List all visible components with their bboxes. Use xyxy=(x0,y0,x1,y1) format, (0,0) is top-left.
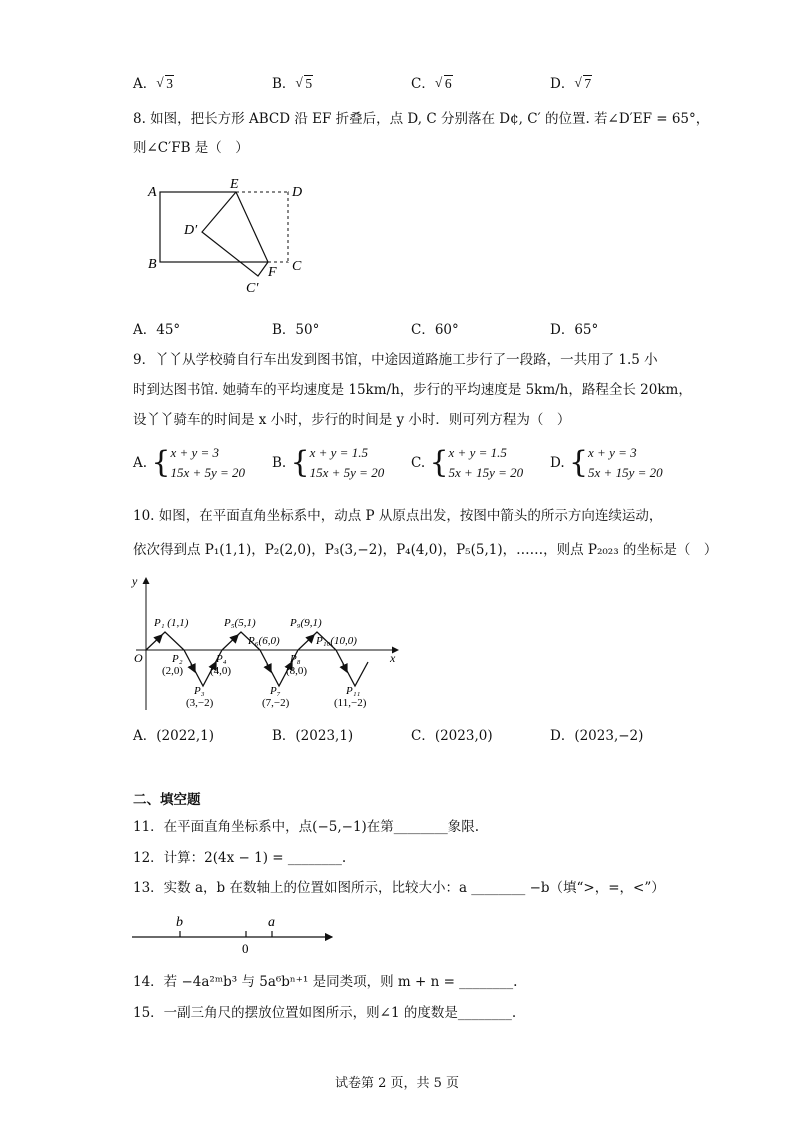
radicand: 3 xyxy=(166,76,173,91)
equation-1: x + y = 3 xyxy=(588,445,637,460)
label-p1: P₁ (1,1) xyxy=(154,617,189,629)
q9-option-a: A. {x + y = 3 15x + 5y = 20 xyxy=(133,445,246,480)
label-p10: P₁₀(10,0) xyxy=(316,635,357,647)
label-d-prime: D′ xyxy=(184,223,198,238)
option-label: C． xyxy=(411,76,435,92)
label-f: F xyxy=(268,265,277,280)
q7-option-b xyxy=(272,72,313,92)
origin-label: O xyxy=(134,651,143,665)
q7-option-a xyxy=(133,72,174,92)
q8-option-a: A．45° xyxy=(133,322,181,338)
option-label: A. xyxy=(133,455,148,471)
radicand: 6 xyxy=(444,76,452,91)
option-label: C. xyxy=(411,455,426,471)
q8-text-line2: 则∠C′FB 是（ ） xyxy=(133,140,249,156)
option-label: B． xyxy=(272,76,296,92)
q12-text: 12．计算：2(4x − 1) = ________. xyxy=(133,850,347,866)
label-p8-coord: (8,0) xyxy=(286,665,308,677)
q10-option-b: B．(2023,1) xyxy=(272,728,354,744)
option-label: D. xyxy=(550,455,565,471)
label-c: C xyxy=(292,259,302,274)
label-p2: P₂ xyxy=(172,653,183,665)
radicand: 5 xyxy=(305,76,313,91)
label-p4: P₄ xyxy=(216,653,227,665)
label-a: a xyxy=(268,915,275,930)
rect-abfe xyxy=(160,192,288,262)
label-d: D xyxy=(292,185,303,200)
q10-coordinate-graph xyxy=(128,570,408,715)
q8-fold-figure xyxy=(140,170,320,300)
q10-text-line1: 10. 如图，在平面直角坐标系中，动点 P 从原点出发，按图中箭头的所示方向连续运动， xyxy=(133,508,663,524)
q7-option-d xyxy=(550,72,592,92)
label-a: A xyxy=(148,185,157,200)
option-label: B. xyxy=(272,455,287,471)
label-p5: P₅(5,1) xyxy=(224,617,256,629)
label-p4-coord: (4,0) xyxy=(210,665,232,677)
equation-2: 15x + 5y = 20 xyxy=(170,465,246,480)
label-p9: P₉(9,1) xyxy=(290,617,322,629)
page-footer: 试卷第 2 页，共 5 页 xyxy=(334,1076,460,1091)
q9-option-d: D. {x + y = 3 5x + 15y = 20 xyxy=(550,445,663,480)
q9-option-c: C. {x + y = 1.5 5x + 15y = 20 xyxy=(411,445,524,480)
q9-option-b: B. {x + y = 1.5 15x + 5y = 20 xyxy=(272,445,385,480)
option-label: A． xyxy=(133,76,157,92)
label-p7-coord: (7,−2) xyxy=(262,697,290,709)
q11-text: 11．在平面直角坐标系中，点(−5,−1)在第________象限. xyxy=(133,819,480,835)
q8-option-d: D．65° xyxy=(550,322,599,338)
q7-option-c xyxy=(411,72,453,92)
label-p7: P₇ xyxy=(270,685,281,697)
q8-text-line1: 8. 如图，把长方形 ABCD 沿 EF 折叠后，点 D, C 分别落在 D¢, C′ 的位置. 若∠D′EF = 65°， xyxy=(133,111,710,127)
equation-1: x + y = 3 xyxy=(170,445,220,460)
label-p3: P₃ xyxy=(194,685,205,697)
equation-2: 15x + 5y = 20 xyxy=(309,465,385,480)
q15-text: 15．一副三角尺的摆放位置如图所示，则∠1 的度数是________. xyxy=(133,1005,517,1021)
label-p11-coord: (11,−2) xyxy=(334,697,367,709)
q10-text-line2: 依次得到点 P₁(1,1)，P₂(2,0)，P₃(3,−2)，P₄(4,0)，P₅(5,1)，……，则点 P₂₀₂₃ 的坐标是（ ） xyxy=(133,542,718,558)
option-label: D． xyxy=(550,76,575,92)
section-title: 二、填空题 xyxy=(133,792,201,808)
q14-text: 14．若 −4a²ᵐb³ 与 5a⁶bⁿ⁺¹ 是同类项，则 m + n = ________. xyxy=(133,974,518,990)
label-b: B xyxy=(148,257,157,272)
label-p3-coord: (3,−2) xyxy=(186,697,214,709)
q13-text: 13．实数 a，b 在数轴上的位置如图所示，比较大小：a ________ −b（填“>，=，<”） xyxy=(133,880,665,896)
q10-option-c: C．(2023,0) xyxy=(411,728,493,744)
radicand: 7 xyxy=(584,76,592,91)
label-b: b xyxy=(176,915,183,930)
equation-2: 5x + 15y = 20 xyxy=(448,465,524,480)
x-axis-label: x xyxy=(390,651,396,665)
label-p6: P₆(6,0) xyxy=(248,635,280,647)
q8-option-c: C．60° xyxy=(411,322,459,338)
q8-option-b: B．50° xyxy=(272,322,320,338)
equation-1: x + y = 1.5 xyxy=(448,445,507,460)
label-p2-coord: (2,0) xyxy=(162,665,184,677)
q9-text-line3: 设丫丫骑车的时间是 x 小时，步行的时间是 y 小时．则可列方程为（ ） xyxy=(133,412,571,428)
label-e: E xyxy=(230,177,239,192)
label-c-prime: C′ xyxy=(246,281,259,296)
folded-quad xyxy=(202,192,268,276)
label-p11: P₁₁ xyxy=(346,685,361,697)
label-zero: 0 xyxy=(242,941,249,956)
q13-number-line xyxy=(128,908,338,958)
q10-option-a: A．(2022,1) xyxy=(133,728,215,744)
equation-2: 5x + 15y = 20 xyxy=(588,465,663,480)
equation-1: x + y = 1.5 xyxy=(309,445,368,460)
q9-text-line1: 9．丫丫从学校骑自行车出发到图书馆，中途因道路施工步行了一段路，一共用了 1.5 小 xyxy=(133,352,658,368)
y-axis-label: y xyxy=(132,574,138,588)
q9-text-line2: 时到达图书馆. 她骑车的平均速度是 15km/h，步行的平均速度是 5km/h，路程全长 20km， xyxy=(133,382,692,398)
q10-option-d: D．(2023,−2) xyxy=(550,728,644,744)
label-p8: P₈ xyxy=(290,653,301,665)
